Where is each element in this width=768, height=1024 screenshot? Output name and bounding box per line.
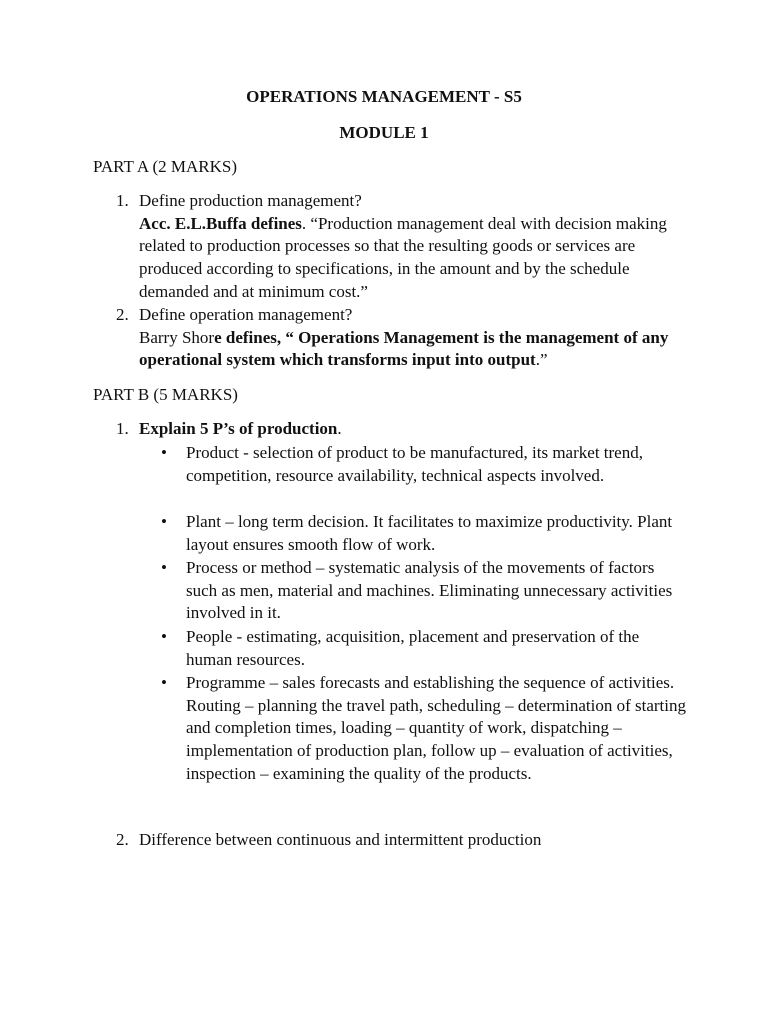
part-b-q2-question: Difference between continuous and intermittent production bbox=[139, 830, 542, 849]
part-a-q1-answer-text: . “Production management deal with decision making related to production processes so that the resulting goods or services are produced according to specifications, in the amount and by the schedule demanded and at minimum cost.” bbox=[139, 213, 667, 301]
bullet-glyph: • bbox=[161, 443, 167, 462]
part-a-q2-answer-end: .” bbox=[535, 350, 548, 370]
bullet-glyph: • bbox=[161, 512, 167, 531]
bullet-item-people: People - estimating, acquisition, placement and preservation of the human resources. bbox=[186, 627, 640, 669]
bullet-glyph: • bbox=[161, 673, 167, 692]
part-a-q2 bbox=[139, 304, 699, 372]
part-a-q1-question: Define production management? bbox=[139, 191, 362, 210]
part-a-q2-number: 2. bbox=[116, 305, 129, 324]
part-a-q2-question: Define operation management? bbox=[139, 305, 353, 324]
part-b-q1-question-bold: Explain 5 P’s of production bbox=[139, 419, 338, 438]
part-a-q1-answer bbox=[139, 213, 699, 304]
document-title: OPERATIONS MANAGEMENT - S5 bbox=[246, 87, 522, 106]
bullet-item-plant: Plant – long term decision. It facilitates to maximize productivity. Plant layout ensures smooth flow of work. bbox=[186, 512, 673, 554]
part-a-heading: PART A (2 MARKS) bbox=[93, 157, 238, 176]
part-b-q1-number: 1. bbox=[116, 419, 129, 438]
part-a-q2-answer-bold: e defines, “ Operations Management is the management of any operational system which transforms input into output bbox=[139, 327, 669, 370]
part-a-q1-number: 1. bbox=[116, 191, 129, 210]
part-a-q2-answer-plain: Barry Shor bbox=[139, 327, 215, 347]
bullet-item-process: Process or method – systematic analysis of the movements of factors such as men, material and machines. Eliminating unnecessary activities involved in it. bbox=[186, 558, 673, 623]
bullet-item-product: Product - selection of product to be manufactured, its market trend, competition, resource availability, technical aspects involved. bbox=[186, 443, 643, 485]
part-b-q1 bbox=[139, 418, 699, 441]
bullet-glyph: • bbox=[161, 558, 167, 577]
part-a-q1-answer-bold: Acc. E.L.Buffa defines bbox=[139, 213, 302, 233]
bullet-glyph: • bbox=[161, 627, 167, 646]
part-b-heading: PART B (5 MARKS) bbox=[93, 385, 238, 404]
part-a-q2-answer bbox=[139, 327, 699, 372]
bullet-item-programme: Programme – sales forecasts and establishing the sequence of activities. Routing – planning the travel path, scheduling – determination of starting and completion times, loading – quantity of work, dispatching – implementation of production plan, follow up – evaluation of activities, inspection – examining the quality of the products. bbox=[186, 673, 686, 783]
module-heading: MODULE 1 bbox=[339, 123, 429, 142]
part-a-q1 bbox=[139, 190, 699, 304]
part-b-q1-question-end: . bbox=[337, 419, 342, 438]
part-b-q2-number: 2. bbox=[116, 830, 129, 849]
